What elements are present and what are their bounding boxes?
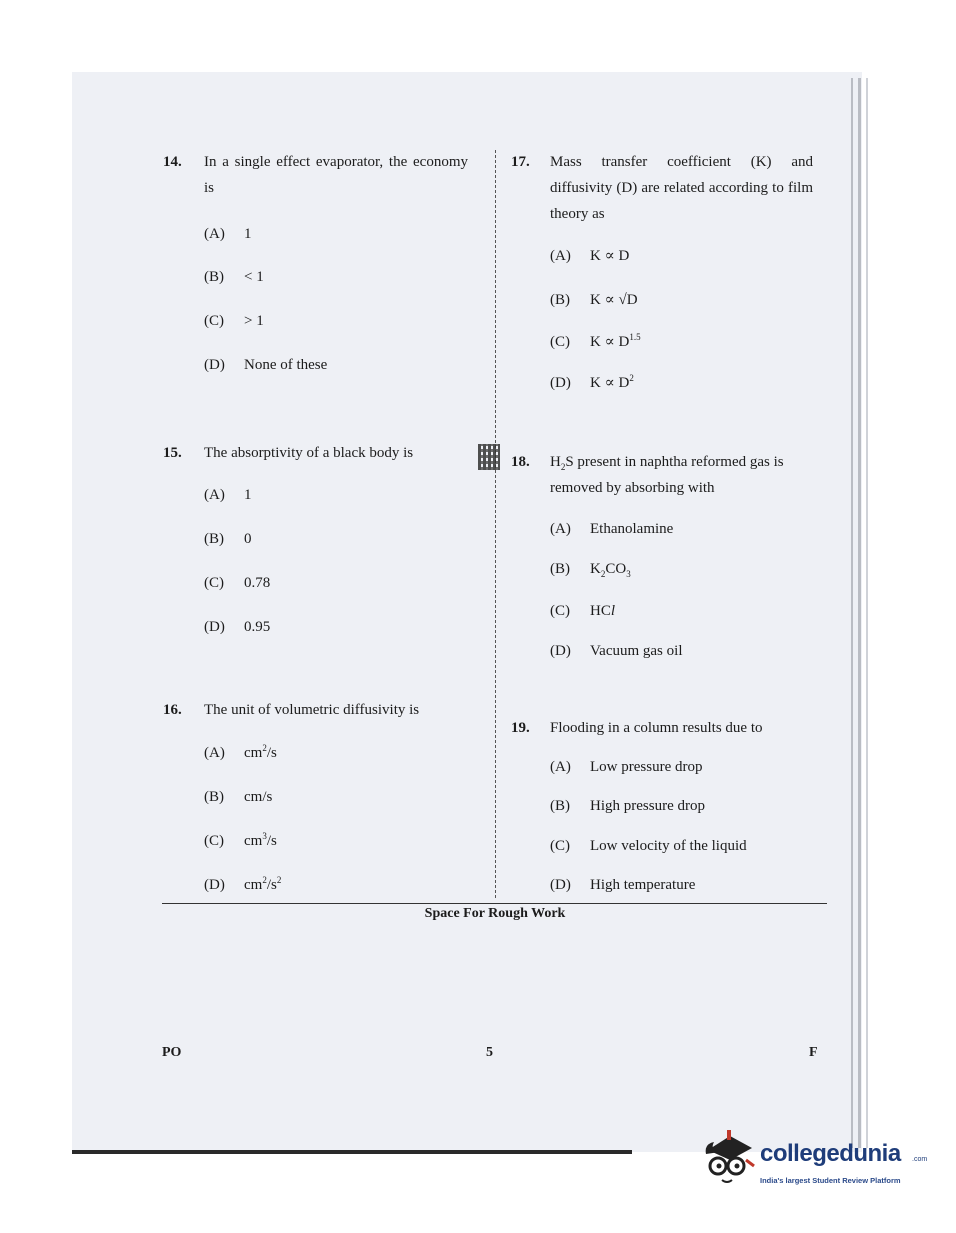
option-b: (B) cm/s (204, 789, 273, 805)
rough-work-divider (162, 903, 827, 904)
option-c: (C) > 1 (204, 313, 264, 329)
page-edge (866, 78, 868, 1148)
option-d: (D) 0.95 (204, 619, 271, 635)
rough-work-label: Space For Rough Work (424, 906, 566, 921)
question-text: Flooding in a column results due to (550, 720, 763, 736)
option-b: (B) < 1 (204, 269, 264, 285)
column-divider (495, 150, 496, 898)
option-d: (D) None of these (204, 357, 328, 373)
option-a: (A) K ∝ D (550, 248, 630, 264)
option-a: (A) Ethanolamine (550, 521, 674, 537)
question-number: 18. (511, 454, 530, 470)
exam-page (72, 72, 862, 1152)
option-a: (A) Low pressure drop (550, 759, 703, 775)
question-text: In a single effect evaporator, the economy is (204, 154, 468, 196)
option-b: (B) $K_2CO_3$ (550, 561, 631, 579)
option-c: (C) $K \propto D^{1.5}$ (550, 332, 641, 350)
question-text: The unit of volumetric diffusivity is (204, 702, 420, 718)
question-text: The absorptivity of a black body is (204, 445, 414, 461)
collegedunia-watermark (700, 1128, 930, 1192)
footer-code: PO (162, 1045, 182, 1060)
question-number: 16. (163, 702, 182, 718)
footer-series: F (809, 1045, 818, 1060)
option-d: (D) Vacuum gas oil (550, 643, 683, 659)
brand-domain: .com (912, 1156, 928, 1163)
option-b: (B) 0 (204, 531, 252, 547)
option-b: (B) K ∝ √D (550, 292, 638, 308)
option-d: (D) $cm^2/s^2$ (204, 875, 282, 893)
brand-name: collegedunia (760, 1140, 901, 1167)
option-a: (A) 1 (204, 487, 252, 503)
question-text: $H_2S$ present in naphtha reformed gas is removed by absorbing with (550, 454, 784, 496)
question-number: 19. (511, 720, 530, 736)
brand-tagline: India's largest Student Review Platform (760, 1176, 901, 1185)
page-bottom-border (72, 1150, 632, 1154)
option-a: (A) 1 (204, 226, 252, 242)
option-c: (C) HCl (550, 603, 616, 619)
question-number: 17. (511, 154, 530, 170)
mascot-icon (700, 1128, 758, 1192)
qr-code-icon (478, 444, 500, 470)
option-a: (A) $cm^2/s$ (204, 743, 277, 761)
option-b: (B) High pressure drop (550, 798, 705, 814)
question-number: 14. (163, 154, 182, 170)
page-edge (851, 78, 853, 1148)
option-c: (C) $cm^3/s$ (204, 831, 277, 849)
question-text: Mass transfer coefficient (K) and diffusivity (D) are related according to film theory as (550, 154, 813, 222)
option-c: (C) Low velocity of the liquid (550, 838, 747, 854)
page-number: 5 (486, 1045, 493, 1060)
option-d: (D) High temperature (550, 877, 696, 893)
page-edge (858, 78, 861, 1148)
option-d: (D) $K \propto D^2$ (550, 373, 634, 391)
option-c: (C) 0.78 (204, 575, 271, 591)
question-number: 15. (163, 445, 182, 461)
